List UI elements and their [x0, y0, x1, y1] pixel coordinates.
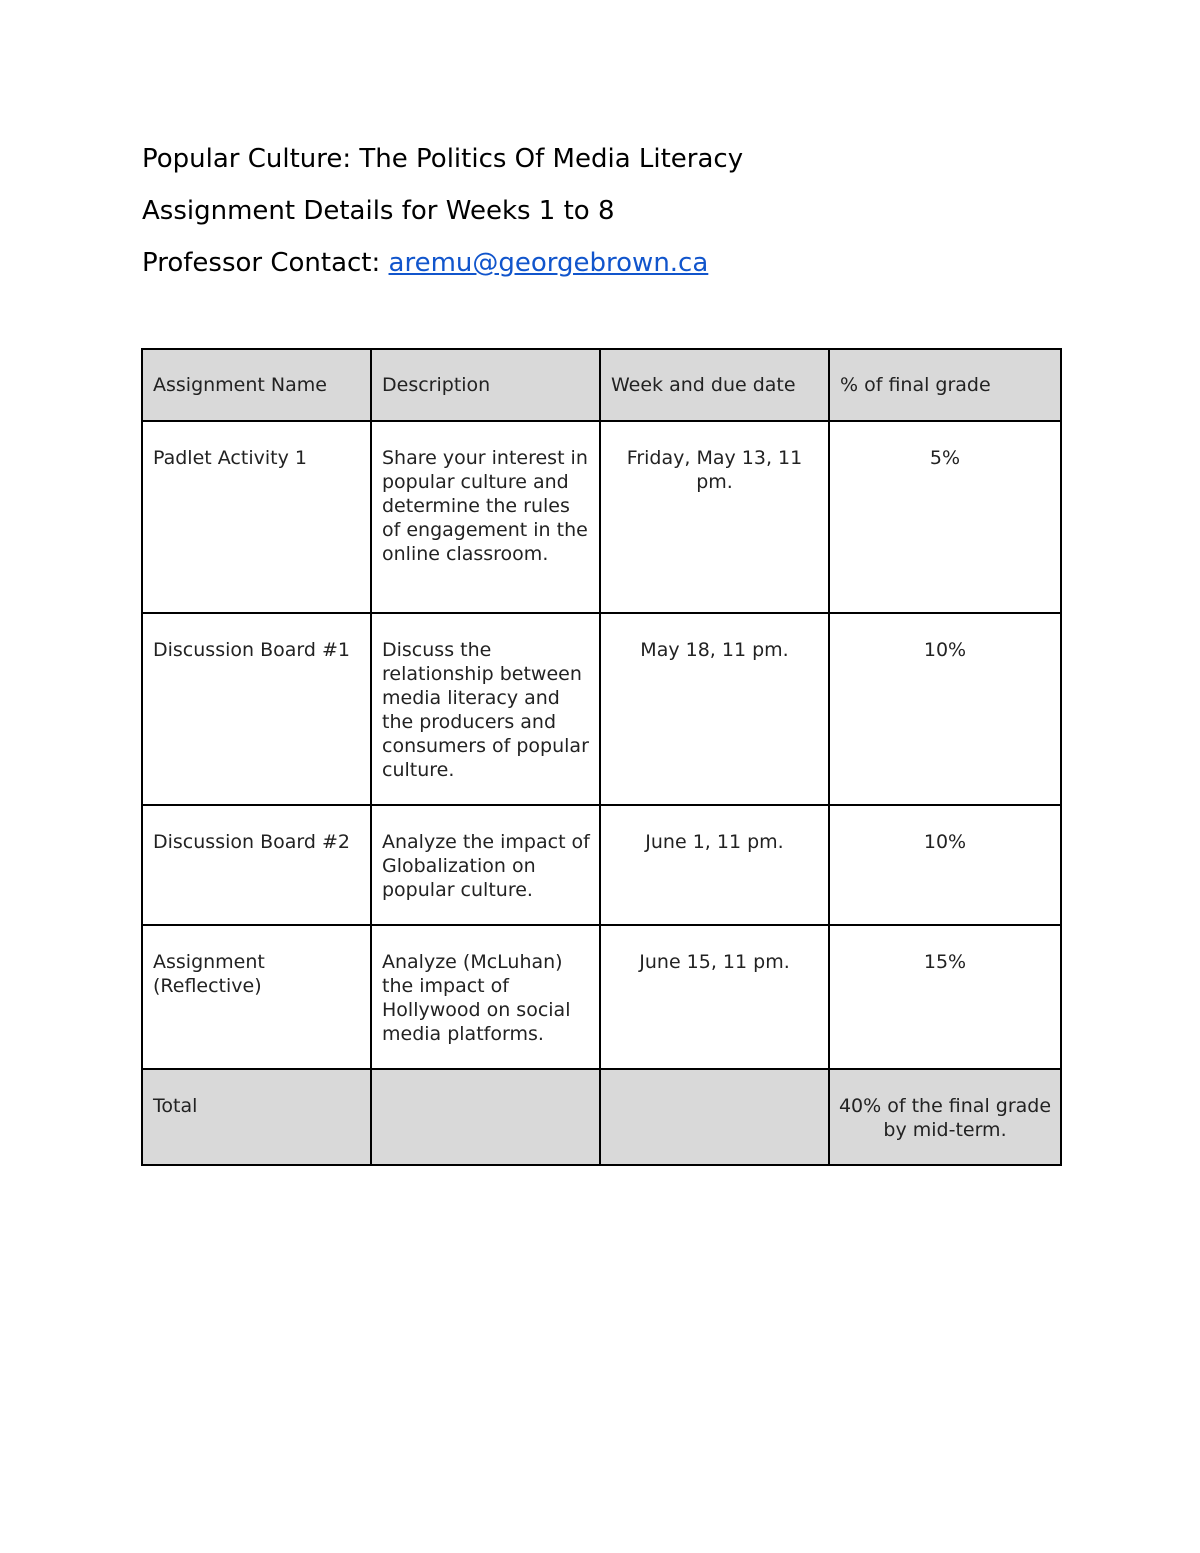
due-date-cell: Friday, May 13, 11 pm. — [600, 421, 829, 613]
description-cell: Discuss the relationship between media literacy and the producers and consumers of popular culture. — [371, 613, 600, 805]
table-header-row — [142, 349, 1061, 421]
due-date-cell: May 18, 11 pm. — [600, 613, 829, 805]
assignment-name-cell: Assignment (Reflective) — [142, 925, 371, 1069]
description-cell: Share your interest in popular culture and determine the rules of engagement in the online classroom. — [371, 421, 600, 613]
table-row — [142, 613, 1061, 805]
table-total-row — [142, 1069, 1061, 1165]
document-subtitle: Assignment Details for Weeks 1 to 8 — [142, 196, 615, 226]
total-label-cell: Total — [142, 1069, 371, 1165]
table-row — [142, 421, 1061, 613]
table-row — [142, 925, 1061, 1069]
grade-cell: 5% — [829, 421, 1061, 613]
grade-cell: 10% — [829, 613, 1061, 805]
professor-contact — [142, 246, 708, 280]
total-due-cell — [600, 1069, 829, 1165]
description-cell: Analyze (McLuhan) the impact of Hollywood on social media platforms. — [371, 925, 600, 1069]
contact-email-link[interactable]: aremu@georgebrown.ca — [388, 248, 709, 278]
header-description: Description — [371, 349, 600, 421]
header-grade-percent: % of final grade — [829, 349, 1061, 421]
header-due-date: Week and due date — [600, 349, 829, 421]
total-description-cell — [371, 1069, 600, 1165]
table-row — [142, 805, 1061, 925]
assignment-name-cell: Padlet Activity 1 — [142, 421, 371, 613]
grade-cell: 10% — [829, 805, 1061, 925]
document-title: Popular Culture: The Politics Of Media Literacy — [142, 144, 744, 174]
assignment-name-cell: Discussion Board #2 — [142, 805, 371, 925]
description-cell: Analyze the impact of Globalization on popular culture. — [371, 805, 600, 925]
due-date-cell: June 15, 11 pm. — [600, 925, 829, 1069]
due-date-cell: June 1, 11 pm. — [600, 805, 829, 925]
header-assignment-name: Assignment Name — [142, 349, 371, 421]
contact-label: Professor Contact: — [142, 248, 389, 278]
grade-cell: 15% — [829, 925, 1061, 1069]
assignments-table — [141, 348, 1062, 1166]
assignment-name-cell: Discussion Board #1 — [142, 613, 371, 805]
total-grade-cell: 40% of the final grade by mid-term. — [829, 1069, 1061, 1165]
